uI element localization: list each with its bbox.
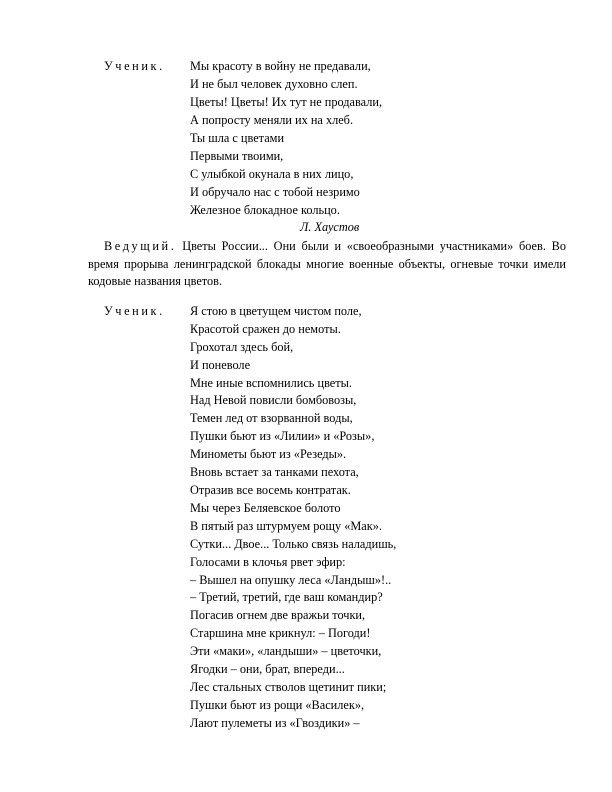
poem-line: Погасив огнем две вражьи точки, — [190, 608, 366, 622]
poem-line: Ты шла с цветами — [190, 131, 285, 145]
poem-line: Пушки бьют из «Лилии» и «Розы», — [190, 429, 375, 443]
speaker-label: Ученик. — [104, 304, 165, 318]
poem-line: Минометы бьют из «Резеды». — [190, 447, 347, 461]
poem-line: А попросту меняли их на хлеб. — [190, 113, 354, 127]
poem-line: С улыбкой окунала в них лицо, — [190, 167, 354, 181]
speaker-label: Ученик. — [104, 59, 165, 73]
speaker-label: Ведущий. — [104, 239, 177, 253]
poem-line: Лес стальных стволов щетинит пики; — [190, 680, 387, 694]
poem-line: Мы через Беляевское болото — [190, 501, 341, 515]
poem-line: Ягодки – они, брат, впереди... — [190, 662, 345, 676]
poem-line: Красотой сражен до немоты. — [190, 322, 341, 336]
poem-line: Первыми твоими, — [190, 149, 284, 163]
poem-line: Голосами в клочья рвет эфир: — [190, 555, 346, 569]
poem-line: В пятый раз штурмуем рощу «Мак». — [190, 519, 382, 533]
poem-line: Грохотал здесь бой, — [190, 340, 294, 354]
poem-line: Мне иные вспомнились цветы. — [190, 376, 352, 390]
poem-line: Я стою в цветущем чистом поле, — [190, 304, 362, 318]
poem-line: Вновь встает за танками пехота, — [190, 465, 359, 479]
poem-line: Цветы! Цветы! Их тут не продавали, — [190, 95, 383, 109]
poem-line: – Третий, третий, где ваш командир? — [190, 590, 383, 604]
poem-line: И не был человек духовно слеп. — [190, 77, 358, 91]
poem-line: – Вышел на опушку леса «Ландыш»!.. — [190, 573, 392, 587]
poem-line: Железное блокадное кольцо. — [190, 203, 340, 217]
poem-line: Лают пулеметы из «Гвоздики» – — [190, 716, 360, 730]
poem-author: Л. Хаустов — [300, 220, 360, 234]
narrator-paragraph — [88, 238, 566, 291]
poem-line: Пушки бьют из рощи «Василек», — [190, 698, 365, 712]
poem-line: И поневоле — [190, 358, 251, 372]
narrator-text: Цветы России... Они были и «своеобразными участниками» боев. Во время прорыва ленинградской блокады многие военные объекты, огневые точки имели кодовые названия цветов. — [88, 239, 566, 288]
poem-line: Темен лед от взорванной воды, — [190, 411, 353, 425]
poem-line: И обручало нас с тобой незримо — [190, 185, 360, 199]
poem-line: Эти «маки», «ландыши» – цветочки, — [190, 644, 382, 658]
poem-line: Мы красоту в войну не предавали, — [190, 59, 371, 73]
poem-line: Над Невой повисли бомбовозы, — [190, 393, 357, 407]
poem-line: Сутки... Двое... Только связь наладишь, — [190, 537, 397, 551]
poem-line: Отразив все восемь контратак. — [190, 483, 351, 497]
poem-line: Старшина мне крикнул: – Погоди! — [190, 626, 371, 640]
